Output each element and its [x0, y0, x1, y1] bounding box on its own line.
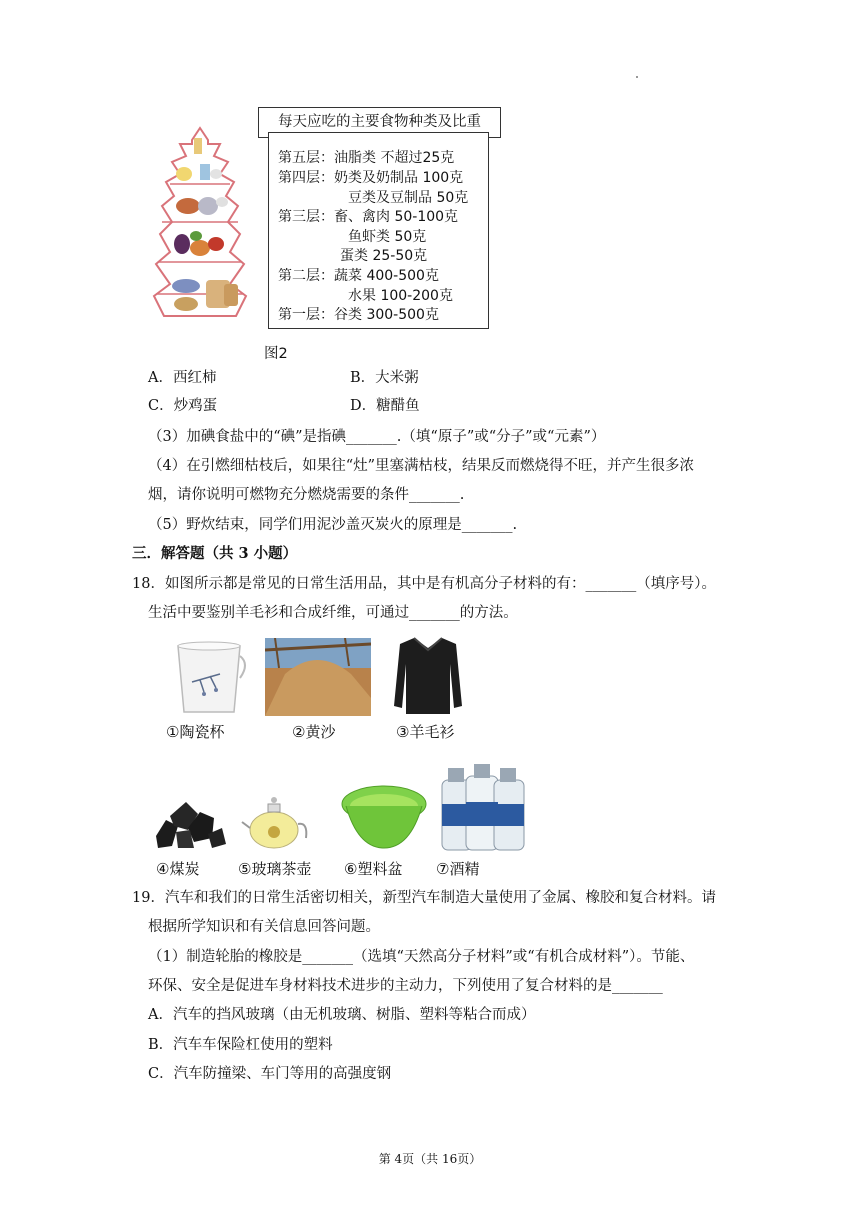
figure2-caption: 图2 [264, 346, 288, 362]
page-footer: 第 4页（共 16页） [378, 1152, 482, 1166]
q19-line3: （1）制造轮胎的橡胶是_______（选填“天然高分子材料”或“有机合成材料”）。节能、 [148, 949, 695, 965]
q18-line2: 生活中要鉴别羊毛衫和合成纤维，可通过_______的方法。 [148, 605, 518, 621]
q19-line2: 根据所学知识和有关信息回答问题。 [148, 919, 380, 935]
q17-part5: （5）野炊结束，同学们用泥沙盖灭炭火的原理是_______. [148, 517, 518, 533]
q19-option-b: B．汽车车保险杠使用的塑料 [148, 1037, 333, 1053]
figure2-line: 鱼虾类 50克 [348, 229, 427, 245]
q17-part4-line1: （4）在引燃细枯枝后，如果往“灶”里塞满枯枝，结果反而燃烧得不旺，并产生很多浓 [148, 458, 695, 474]
q18-line1: 18．如图所示都是常见的日常生活用品，其中是有机高分子材料的有：_______（填序号）。 [132, 576, 716, 592]
food-pyramid-illustration [148, 126, 252, 322]
item-label: ①陶瓷杯 [166, 723, 225, 741]
item-label: ⑤玻璃茶壶 [238, 860, 312, 878]
section-heading: 三．解答题（共 3 小题） [132, 545, 298, 562]
q17-part4-line2: 烟，请你说明可燃物充分燃烧需要的条件_______. [148, 487, 465, 503]
q19-line1: 19．汽车和我们的日常生活密切相关，新型汽车制造大量使用了金属、橡胶和复合材料。请 [132, 890, 716, 906]
figure2-line: 第四层：奶类及奶制品 100克 [278, 170, 464, 186]
glass-teapot-image [240, 792, 312, 852]
sand-pile-image [265, 638, 371, 716]
figure2-line: 水果 100-200克 [348, 288, 453, 304]
figure2-line: 第一层：谷类 300-500克 [278, 307, 439, 323]
figure2-line: 蛋类 25-50克 [340, 248, 428, 264]
wool-sweater-image [392, 634, 464, 716]
option-a: A．西红柿 [148, 370, 217, 386]
item-label: ②黄沙 [292, 723, 336, 741]
q19-line4: 环保、安全是促进车身材料技术进步的主动力，下列使用了复合材料的是_______ [148, 978, 663, 994]
item-label: ⑦酒精 [436, 860, 480, 878]
option-c: C．炒鸡蛋 [148, 398, 218, 414]
figure2-line: 第二层：蔬菜 400-500克 [278, 268, 439, 284]
option-b: B．大米粥 [350, 370, 419, 386]
figure2-line: 第五层：油脂类 不超过25克 [278, 150, 455, 166]
item-label: ⑥塑料盆 [344, 860, 403, 878]
q19-option-a: A．汽车的挡风玻璃（由无机玻璃、树脂、塑料等粘合而成） [148, 1007, 536, 1023]
item-label: ④煤炭 [156, 860, 200, 878]
plastic-basin-image [340, 782, 428, 854]
figure2-line: 第三层：畜、禽肉 50-100克 [278, 209, 459, 225]
item-label: ③羊毛衫 [396, 723, 455, 741]
stray-dot [636, 76, 638, 78]
q17-part3: （3）加碘食盐中的“碘”是指碘_______.（填“原子”或“分子”或“元素”） [148, 429, 606, 445]
option-d: D．糖醋鱼 [350, 398, 420, 414]
figure2-title: 每天应吃的主要食物种类及比重 [258, 107, 501, 138]
alcohol-bottles-image [440, 764, 528, 852]
figure2-line: 豆类及豆制品 50克 [348, 190, 469, 206]
q19-option-c: C．汽车防撞梁、车门等用的高强度钢 [148, 1066, 392, 1082]
ceramic-cup-image [170, 638, 252, 718]
coal-image [152, 792, 228, 850]
